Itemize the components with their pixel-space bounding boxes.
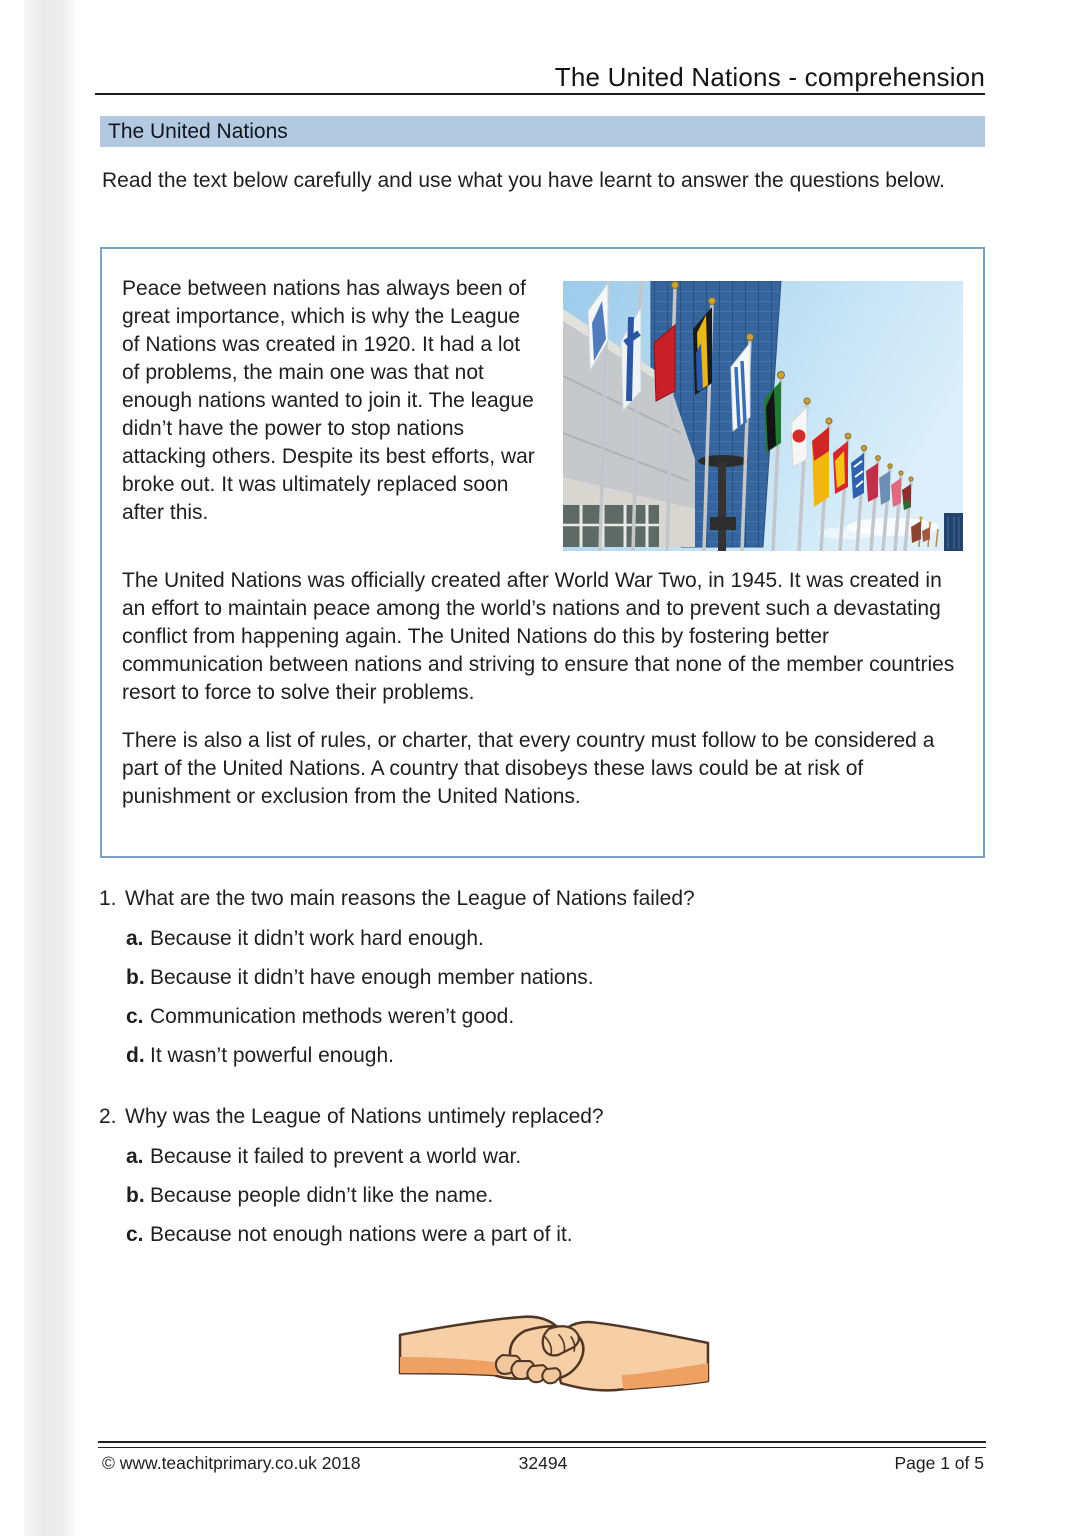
question-2 — [99, 1102, 939, 1259]
un-flags-photo-illustration — [563, 281, 963, 551]
question-1-number: 1. — [99, 887, 117, 910]
page-header-title: The United Nations - comprehension — [554, 62, 985, 92]
option-text: Because it didn’t have enough member nations. — [150, 966, 594, 989]
scan-edge-shadow — [24, 0, 78, 1536]
option-letter: c. — [126, 1223, 144, 1246]
passage-paragraph-1: Peace between nations has always been of great importance, which is why the League of Nations was created in 1920. It had a lot of problems, the main one was that not enough nations wanted to join it. The league didn’t have the power to stop nations attacking others. Despite its best efforts, war broke out. It was ultimately replaced soon after this. — [122, 277, 535, 524]
option-text: Because it failed to prevent a world war. — [150, 1145, 522, 1168]
question-1-option-a — [126, 924, 939, 953]
handshake-clipart — [398, 1296, 710, 1408]
passage-paragraph-3: There is also a list of rules, or charter, that every country must follow to be considered a part of the United Nations. A country that disobeys these laws could be at risk of punishment or exclusion from the United Nations. — [122, 729, 935, 808]
passage-paragraph-2: The United Nations was officially created after World War Two, in 1945. It was created in an effort to maintain peace among the world’s nations and to prevent such a devastating conflict from happening again. The United Nations do this by fostering better communication between nations and striving to ensure that none of the member countries resort to force to solve their problems. — [122, 569, 955, 704]
footer-page-number: Page 1 of 5 — [894, 1453, 984, 1473]
instructions-text: Read the text below carefully and use what you have learnt to answer the questions below. — [102, 169, 945, 192]
question-1-option-b — [126, 963, 939, 992]
passage-box — [100, 247, 985, 858]
question-2-text: Why was the League of Nations untimely replaced? — [125, 1105, 604, 1128]
un-flags-photo — [563, 281, 963, 551]
option-text: Communication methods weren’t good. — [150, 1005, 515, 1028]
option-letter: a. — [126, 927, 144, 950]
option-letter: c. — [126, 1005, 144, 1028]
option-text: Because not enough nations were a part of it. — [150, 1223, 573, 1246]
handshake-illustration — [398, 1296, 710, 1408]
question-2-option-c — [126, 1220, 939, 1249]
question-2-number: 2. — [99, 1105, 117, 1128]
option-letter: d. — [126, 1044, 145, 1067]
header-divider — [95, 93, 985, 95]
section-title-bar: The United Nations — [100, 116, 985, 147]
question-1-option-d — [126, 1041, 939, 1070]
option-text: Because people didn’t like the name. — [150, 1184, 494, 1207]
option-text: It wasn’t powerful enough. — [150, 1044, 394, 1067]
option-text: Because it didn’t work hard enough. — [150, 927, 484, 950]
option-letter: b. — [126, 966, 145, 989]
footer-copyright: © www.teachitprimary.co.uk 2018 — [102, 1453, 361, 1473]
question-2-option-a — [126, 1142, 939, 1171]
option-letter: a. — [126, 1145, 144, 1168]
option-letter: b. — [126, 1184, 145, 1207]
footer — [102, 1453, 984, 1474]
question-2-option-b — [126, 1181, 939, 1210]
footer-divider — [98, 1441, 986, 1448]
footer-document-code: 32494 — [518, 1453, 568, 1473]
question-1-option-c — [126, 1002, 939, 1031]
question-1-text: What are the two main reasons the League of Nations failed? — [125, 887, 695, 910]
question-1 — [99, 884, 939, 1080]
